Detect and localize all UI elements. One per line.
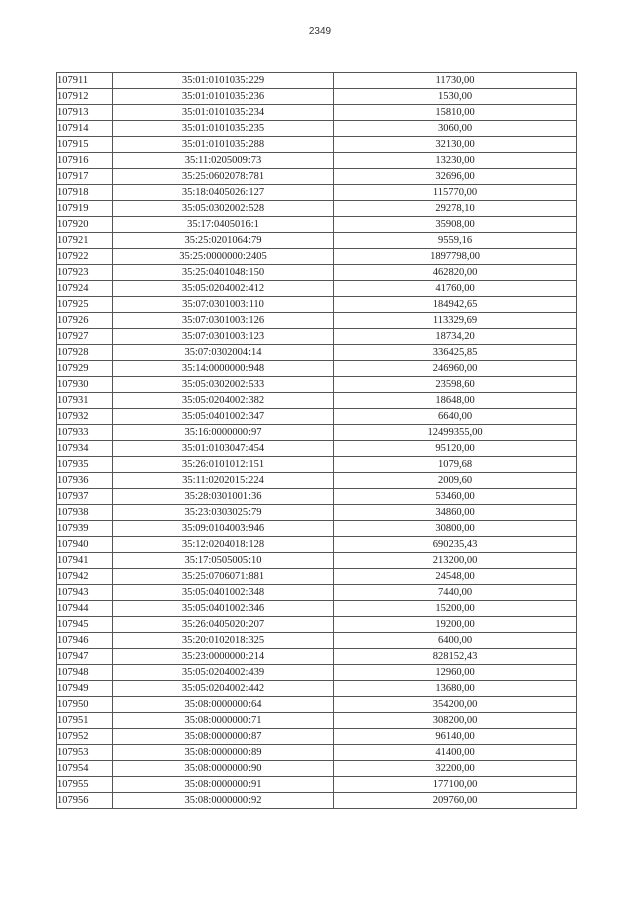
table-row [57,249,577,265]
page-number: 2349 [308,26,332,37]
cadastral-value-cell: 96140,00 [334,729,577,745]
cadastral-value-cell: 184942,65 [334,297,577,313]
cadastral-value-cell: 12499355,00 [334,425,577,441]
cadastral-number-cell: 35:26:0101012:151 [113,457,334,473]
row-number-cell: 107941 [57,553,113,569]
table-row [57,601,577,617]
cadastral-number-cell: 35:17:0505005:10 [113,553,334,569]
table-row [57,313,577,329]
table-row [57,745,577,761]
table-row [57,505,577,521]
cadastral-number-cell: 35:01:0103047:454 [113,441,334,457]
cadastral-number-cell: 35:25:0602078:781 [113,169,334,185]
cadastral-number-cell: 35:08:0000000:91 [113,777,334,793]
cadastral-number-cell: 35:12:0204018:128 [113,537,334,553]
table-row [57,729,577,745]
cadastral-number-cell: 35:25:0201064:79 [113,233,334,249]
table-row [57,73,577,89]
cadastral-number-cell: 35:01:0101035:288 [113,137,334,153]
table-row [57,441,577,457]
cadastral-value-cell: 13680,00 [334,681,577,697]
table-row [57,665,577,681]
table-row [57,409,577,425]
cadastral-value-cell: 336425,85 [334,345,577,361]
row-number-cell: 107947 [57,649,113,665]
cadastral-value-cell: 6400,00 [334,633,577,649]
row-number-cell: 107919 [57,201,113,217]
row-number-cell: 107956 [57,793,113,809]
row-number-cell: 107948 [57,665,113,681]
row-number-cell: 107913 [57,105,113,121]
cadastral-value-cell: 209760,00 [334,793,577,809]
row-number-cell: 107911 [57,73,113,89]
cadastral-value-cell: 30800,00 [334,521,577,537]
cadastral-number-cell: 35:01:0101035:229 [113,73,334,89]
cadastral-number-cell: 35:08:0000000:71 [113,713,334,729]
cadastral-number-cell: 35:05:0302002:528 [113,201,334,217]
row-number-cell: 107942 [57,569,113,585]
cadastral-number-cell: 35:17:0405016:1 [113,217,334,233]
cadastral-number-cell: 35:05:0401002:348 [113,585,334,601]
row-number-cell: 107940 [57,537,113,553]
table-row [57,553,577,569]
cadastral-value-cell: 1897798,00 [334,249,577,265]
cadastral-value-cell: 354200,00 [334,697,577,713]
table-body [57,73,577,809]
cadastral-value-cell: 41760,00 [334,281,577,297]
cadastral-number-cell: 35:16:0000000:97 [113,425,334,441]
table-row [57,345,577,361]
row-number-cell: 107916 [57,153,113,169]
table-row [57,425,577,441]
cadastral-number-cell: 35:25:0706071:881 [113,569,334,585]
cadastral-number-cell: 35:25:0000000:2405 [113,249,334,265]
row-number-cell: 107926 [57,313,113,329]
cadastral-number-cell: 35:05:0204002:442 [113,681,334,697]
table-row [57,489,577,505]
row-number-cell: 107928 [57,345,113,361]
table-row [57,329,577,345]
cadastral-value-cell: 32696,00 [334,169,577,185]
cadastral-value-cell: 308200,00 [334,713,577,729]
cadastral-value-cell: 15810,00 [334,105,577,121]
cadastral-number-cell: 35:28:0301001:36 [113,489,334,505]
table-row [57,681,577,697]
cadastral-value-cell: 3060,00 [334,121,577,137]
row-number-cell: 107931 [57,393,113,409]
row-number-cell: 107922 [57,249,113,265]
row-number-cell: 107935 [57,457,113,473]
row-number-cell: 107930 [57,377,113,393]
table-row [57,585,577,601]
cadastral-value-cell: 115770,00 [334,185,577,201]
cadastral-value-cell: 246960,00 [334,361,577,377]
table-row [57,153,577,169]
cadastral-value-cell: 12960,00 [334,665,577,681]
table-row [57,761,577,777]
cadastral-value-cell: 29278,10 [334,201,577,217]
row-number-cell: 107915 [57,137,113,153]
table-row [57,281,577,297]
table-row [57,137,577,153]
table-row [57,649,577,665]
row-number-cell: 107937 [57,489,113,505]
cadastral-number-cell: 35:01:0101035:235 [113,121,334,137]
row-number-cell: 107932 [57,409,113,425]
row-number-cell: 107933 [57,425,113,441]
table-row [57,697,577,713]
row-number-cell: 107955 [57,777,113,793]
table-row [57,473,577,489]
table-row [57,89,577,105]
table-row [57,105,577,121]
cadastral-value-cell: 462820,00 [334,265,577,281]
table-row [57,361,577,377]
cadastral-number-cell: 35:18:0405026:127 [113,185,334,201]
cadastral-value-cell: 113329,69 [334,313,577,329]
cadastral-value-cell: 15200,00 [334,601,577,617]
cadastral-number-cell: 35:05:0401002:346 [113,601,334,617]
cadastral-number-cell: 35:26:0405020:207 [113,617,334,633]
row-number-cell: 107912 [57,89,113,105]
cadastral-value-cell: 32130,00 [334,137,577,153]
cadastral-number-cell: 35:07:0301003:110 [113,297,334,313]
row-number-cell: 107917 [57,169,113,185]
cadastral-value-cell: 213200,00 [334,553,577,569]
row-number-cell: 107944 [57,601,113,617]
row-number-cell: 107924 [57,281,113,297]
table-row [57,569,577,585]
table-row [57,537,577,553]
cadastral-value-table [56,72,577,809]
table-row [57,457,577,473]
row-number-cell: 107921 [57,233,113,249]
cadastral-number-cell: 35:08:0000000:89 [113,745,334,761]
cadastral-number-cell: 35:08:0000000:87 [113,729,334,745]
row-number-cell: 107946 [57,633,113,649]
row-number-cell: 107951 [57,713,113,729]
cadastral-number-cell: 35:09:0104003:946 [113,521,334,537]
table-row [57,617,577,633]
row-number-cell: 107953 [57,745,113,761]
cadastral-value-cell: 53460,00 [334,489,577,505]
row-number-cell: 107923 [57,265,113,281]
cadastral-value-cell: 32200,00 [334,761,577,777]
cadastral-value-cell: 7440,00 [334,585,577,601]
row-number-cell: 107938 [57,505,113,521]
table-row [57,185,577,201]
cadastral-value-cell: 6640,00 [334,409,577,425]
row-number-cell: 107950 [57,697,113,713]
cadastral-number-cell: 35:05:0302002:533 [113,377,334,393]
cadastral-value-cell: 34860,00 [334,505,577,521]
cadastral-value-cell: 177100,00 [334,777,577,793]
table-row [57,713,577,729]
row-number-cell: 107939 [57,521,113,537]
cadastral-value-cell: 41400,00 [334,745,577,761]
cadastral-value-cell: 18648,00 [334,393,577,409]
cadastral-number-cell: 35:07:0301003:123 [113,329,334,345]
cadastral-number-cell: 35:25:0401048:150 [113,265,334,281]
table-row [57,521,577,537]
table-row [57,633,577,649]
table-row [57,297,577,313]
cadastral-number-cell: 35:08:0000000:90 [113,761,334,777]
table-row [57,265,577,281]
cadastral-number-cell: 35:01:0101035:234 [113,105,334,121]
cadastral-number-cell: 35:05:0204002:439 [113,665,334,681]
table-row [57,393,577,409]
table-row [57,201,577,217]
cadastral-number-cell: 35:05:0401002:347 [113,409,334,425]
cadastral-value-cell: 690235,43 [334,537,577,553]
cadastral-value-cell: 1530,00 [334,89,577,105]
table-row [57,169,577,185]
table-row [57,777,577,793]
row-number-cell: 107918 [57,185,113,201]
cadastral-value-cell: 23598,60 [334,377,577,393]
row-number-cell: 107914 [57,121,113,137]
table-row [57,217,577,233]
row-number-cell: 107954 [57,761,113,777]
cadastral-number-cell: 35:23:0000000:214 [113,649,334,665]
row-number-cell: 107945 [57,617,113,633]
cadastral-number-cell: 35:08:0000000:64 [113,697,334,713]
row-number-cell: 107925 [57,297,113,313]
cadastral-number-cell: 35:08:0000000:92 [113,793,334,809]
cadastral-value-cell: 18734,20 [334,329,577,345]
row-number-cell: 107920 [57,217,113,233]
row-number-cell: 107934 [57,441,113,457]
cadastral-number-cell: 35:11:0205009:73 [113,153,334,169]
cadastral-number-cell: 35:05:0204002:412 [113,281,334,297]
cadastral-number-cell: 35:20:0102018:325 [113,633,334,649]
cadastral-number-cell: 35:11:0202015:224 [113,473,334,489]
row-number-cell: 107936 [57,473,113,489]
cadastral-value-cell: 35908,00 [334,217,577,233]
table-row [57,233,577,249]
cadastral-number-cell: 35:07:0301003:126 [113,313,334,329]
cadastral-number-cell: 35:01:0101035:236 [113,89,334,105]
cadastral-value-cell: 13230,00 [334,153,577,169]
table-row [57,793,577,809]
cadastral-number-cell: 35:07:0302004:14 [113,345,334,361]
row-number-cell: 107927 [57,329,113,345]
cadastral-value-cell: 24548,00 [334,569,577,585]
cadastral-value-cell: 2009,60 [334,473,577,489]
cadastral-value-cell: 828152,43 [334,649,577,665]
table-row [57,377,577,393]
cadastral-value-cell: 1079,68 [334,457,577,473]
cadastral-value-cell: 9559,16 [334,233,577,249]
cadastral-value-cell: 11730,00 [334,73,577,89]
row-number-cell: 107949 [57,681,113,697]
cadastral-value-cell: 95120,00 [334,441,577,457]
cadastral-number-cell: 35:23:0303025:79 [113,505,334,521]
row-number-cell: 107943 [57,585,113,601]
cadastral-number-cell: 35:05:0204002:382 [113,393,334,409]
table-row [57,121,577,137]
row-number-cell: 107952 [57,729,113,745]
cadastral-number-cell: 35:14:0000000:948 [113,361,334,377]
cadastral-value-cell: 19200,00 [334,617,577,633]
row-number-cell: 107929 [57,361,113,377]
